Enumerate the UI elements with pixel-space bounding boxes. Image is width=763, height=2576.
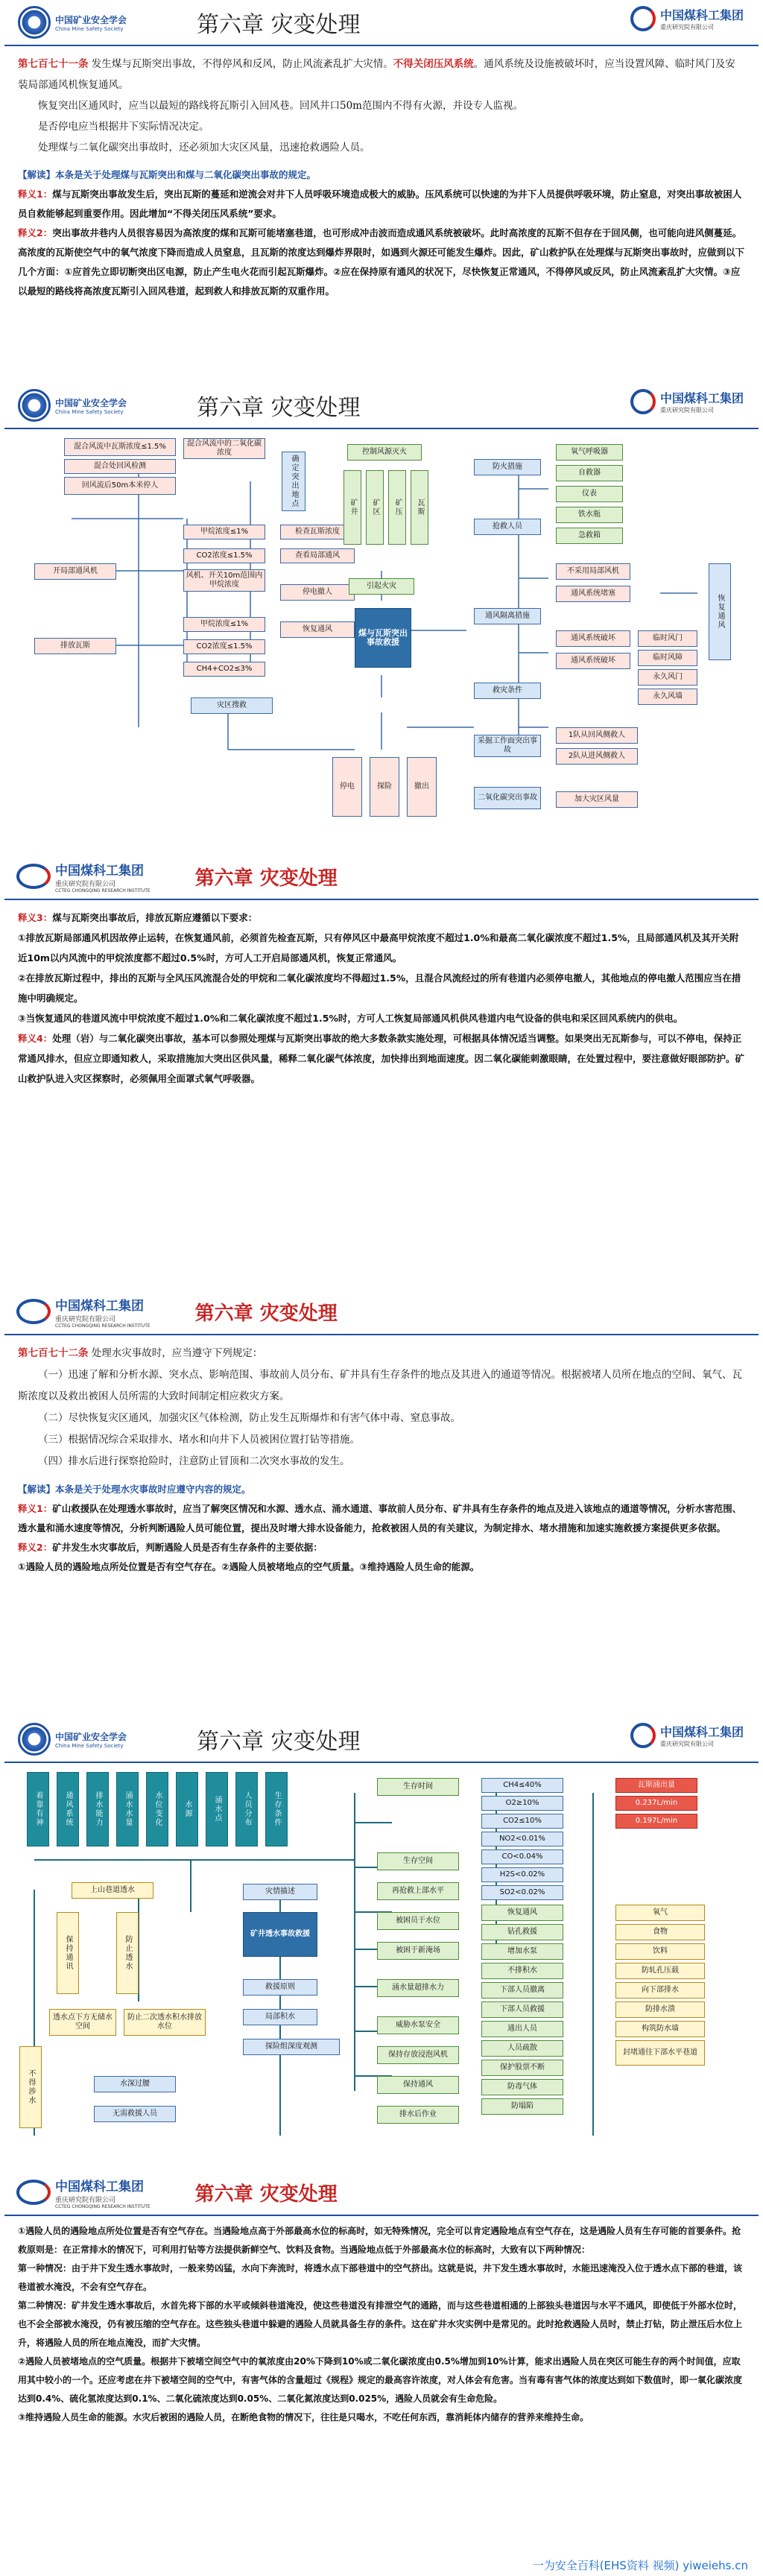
center-6: 无需救援人员 (94, 2106, 176, 2122)
cat-7: 人员分布 (235, 1772, 258, 1846)
interp-text-2: 矿井发生水灾事故后，判断遇险人员是否有生存条件的主要依据： (52, 1542, 323, 1553)
left-0: 上山巷道透水 (72, 1882, 153, 1899)
eq-3: 仪表 (556, 486, 623, 502)
team-1: 1队从回风侧救人 (556, 727, 638, 744)
water-rescue-diagram (4, 1763, 759, 2158)
box-tree: 查看局部通风 (280, 548, 355, 563)
box-ch4-1: 甲烷浓度≤1% (183, 525, 265, 539)
article-text-2: 。通风系统及设施被破坏时，应当设置风障、临时风门及安装局部通风机恢复通风。 (18, 58, 735, 91)
mid-6: 威胁水泵安全 (377, 2016, 459, 2034)
slide-4-body (4, 1335, 759, 1480)
org-right-name: 中国煤科工集团 (659, 1725, 744, 1739)
act-4: 下部人员撤离 (481, 1982, 563, 1999)
interpretation-title: 【解读】本条是关于处理煤与瓦斯突出和煤与二氧化碳突出事故的规定。 (18, 169, 317, 180)
org-logo-left (18, 389, 167, 422)
box-f3: 采掘工作面突出事故 (474, 735, 541, 757)
box-ch4-2: 甲烷浓度≤1% (183, 617, 265, 632)
box-p1: 停电 (332, 757, 362, 817)
right-0: 氧气 (615, 1905, 705, 1921)
survival-condition-2: ②遇险人员被堵地点的空气质量。根据井下被堵空间空气中的氧浓度由20%下降到10%或二氧化碳浓度由0.5%增加到10%计算，能求出遇险人员在突区可能生存的两个时间值，应取用其中较小的一个。还应考虑在井下被堵空间的空气中，有害气体的含量超过《规程》规定的最高容许浓度，对人体会有危害。当有毒有害气体的浓度达到如下数值时，即一氧化碳浓度达到0.4%、硫化氢浓度达到0.1%、二氧化硫浓度达到0.05%、二氧化氮浓度达到0.025%，遇险人员就会有生命危险。 (18, 2356, 743, 2404)
article-highlight: 不得关闭压风系统 (393, 58, 474, 70)
org-name-en: China Mine Safety Society (55, 408, 124, 415)
cat-3: 涌水水量 (116, 1772, 139, 1846)
chapter-title: 第六章 灾变处理 (194, 2183, 338, 2206)
center-3: 局部积水 (243, 2009, 317, 2025)
slide-header (4, 1717, 759, 1763)
article-item-3: （三）根据情况综合采取排水、堵水和向井下人员被困位置打钻等措施。 (38, 1434, 360, 1446)
case-1: 不采用局部风机 (556, 563, 630, 580)
center-4: 探险组深度观测 (243, 2039, 340, 2055)
eq-2: 自救器 (556, 465, 623, 481)
mid-8: 保持通风 (377, 2076, 459, 2094)
chapter-title: 第六章 灾变处理 (194, 867, 338, 890)
box-rescue: 抢救人员 (474, 519, 541, 535)
act-2: 增加水泵 (481, 1943, 563, 1960)
org-logo-right (16, 860, 151, 893)
society-emblem-icon (18, 6, 51, 39)
box-stop-power: 停电撤人 (280, 584, 355, 601)
chapter-title: 第六章 灾变处理 (194, 1302, 338, 1325)
box-f2: 二氧化碳突出事故 (474, 787, 541, 809)
chapter-title: 第六章 灾变处理 (197, 395, 361, 421)
box-v1: 矿井 (343, 470, 361, 545)
org-name-cn: 中国矿业安全学会 (55, 1731, 127, 1742)
right-7: 封堵通往下部水平巷道 (615, 2040, 705, 2066)
center-node: 矿井透水事故救援 (243, 1912, 317, 1957)
box-co2-2: CO2浓度≤1.5% (183, 639, 265, 654)
side-no-wade: 不得涉水 (19, 2046, 42, 2128)
center-5: 水深过腰 (94, 2076, 176, 2092)
interp-text-2b: ①遇险人员的遇险地点所处位置是否有空气存在。②遇险人员被堵地点的空气质量。③维持遇险人员生命的能源。 (18, 1561, 480, 1572)
center-node: 煤与瓦斯突出事故救援 (355, 608, 411, 668)
article-para-3: 是否停电应当根据井下实际情况决定。 (38, 121, 209, 133)
slide-1-interp (4, 165, 759, 308)
act-0: 恢复通风 (481, 1905, 563, 1921)
article-item-2: （二）尽快恢复灾区通风，加强灾区气体检测，防止发生瓦斯爆炸和有害气体中毒、窒息事故。 (38, 1412, 460, 1424)
chapter-title: 第六章 灾变处理 (197, 12, 361, 38)
mid-4: 被困于新淹场 (377, 1942, 459, 1960)
interp-text-1: 煤与瓦斯突出事故发生后，突出瓦斯的蔓延和逆流会对井下人员呼吸环境造成极大的威胁。压风系统可以快速的为井下人员提供呼吸环境，防止窒息，对突出事故被困人员自救能够起到重要作用。因此增加“不得关闭压风系统”要求。 (18, 189, 742, 219)
article-text: 发生煤与瓦斯突出事故，不得停风和反风，防止风流紊乱扩大灾情。 (88, 58, 393, 70)
slide-5 (4, 1717, 759, 2162)
article-item-1: （一）迅速了解和分析水源、突水点、影响范围、事故前人员分布、矿井具有生存条件的地点及其进入的通道等情况。根据被堵人员所在地点的空间、氧气、瓦斯浓度以及救出被困人员所需的大致时间制定相应救灾方案。 (18, 1369, 742, 1402)
org-logo-right (630, 6, 744, 31)
box-fire: 防火措施 (474, 459, 541, 475)
box-v3: 矿压 (388, 470, 406, 545)
org-logo-right (630, 1723, 744, 1748)
box-ch4co2: CH4+CO2≤3% (183, 662, 265, 677)
door-1: 临时风门 (638, 630, 697, 647)
box-zone: 灾区搜救 (191, 697, 273, 714)
survival-condition-3: ③维持遇险人员生命的能源。水灾后被困的遇险人员，在断绝食物的情况下，往往是只喝水，不吃任何东西，靠消耗体内储存的营养来维持生命。 (18, 2412, 589, 2422)
box-top-left-1: 混合风流中瓦斯浓度≤1.5% (64, 438, 176, 456)
right-5: 防排水溃 (615, 2001, 705, 2018)
outburst-rescue-diagram (4, 429, 759, 846)
slide-1 (4, 0, 759, 377)
article-item-4: （四）排水后进行探察抢险时，注意防止冒顶和二次突水事故的发生。 (38, 1455, 350, 1467)
org-logo-right (16, 2176, 151, 2209)
org-right-sub: 重庆研究院有限公司 (659, 1741, 714, 1747)
org-right-en: CCTEG CHONGQING RESEARCH INSTITUTE (55, 2203, 151, 2209)
right-3: 防轧孔压载 (615, 1963, 705, 1979)
slide-header (4, 0, 759, 46)
slide-1-body (4, 46, 759, 165)
org-name-en: China Mine Safety Society (55, 25, 124, 32)
box-ctrl-fire: 控制风源灭火 (347, 444, 422, 461)
cat-5: 水源 (176, 1772, 198, 1846)
center-0: 灾情描述 (243, 1884, 317, 1900)
box-co2-1: CO2浓度≤1.5% (183, 548, 265, 563)
interp-label-1: 释义1： (18, 1503, 53, 1514)
org-right-sub: 重庆研究院有限公司 (659, 407, 714, 414)
speed-2: 0.197L/min (615, 1814, 697, 1829)
speed-0: 瓦斯涌出量 (615, 1778, 697, 1793)
mid-1: 生存空间 (377, 1852, 459, 1870)
rule-1: ①排放瓦斯局部通风机因故停止运转，在恢复通风前，必须首先检查瓦斯，只有停风区中最高甲烷浓度不超过1.0%和最高二氧化碳浓度不超过1.5%，且局部通风机及其开关附近10m以内风流中的甲烷浓度都不超过0.5%时，方可人工开启局部通风机，恢复正常通风。 (18, 932, 739, 963)
interp-label-2: 释义2： (18, 227, 53, 238)
act-6: 通出人员 (481, 2021, 563, 2037)
box-p2: 探险 (370, 757, 399, 817)
cat-2: 排水能力 (86, 1772, 109, 1846)
survival-condition-1: ①遇险人员的遇险地点所处位置是否有空气存在。当遇险地点高于外部最高水位的标高时，如无特殊情况，完全可以肯定遇险地点有空气存在，这是遇险人员有生存可能的首要条件。抢救原则是：在正常排水的情况下，可利用打钻等方法提供新鲜空气、饮料及食物。当遇险地点低于外部最高水位的标高时，大致有以下两种情况： (18, 2226, 741, 2255)
gas-6: SO2<0.02% (481, 1885, 563, 1900)
box-wind: 引起火灾 (349, 578, 414, 595)
cctec-logo-icon (630, 6, 656, 31)
left-1: 保持通讯 (57, 1912, 79, 1994)
box-top-left-4: 混合风流中的二氧化碳浓度 (183, 438, 265, 459)
case-2-label: 第二种情况： (18, 2300, 72, 2311)
mid-3: 被困员于水位 (377, 1912, 459, 1930)
box-pai: 排放瓦斯 (34, 638, 116, 654)
box-p3: 撤出 (407, 757, 437, 817)
slide-4-interp (4, 1480, 759, 1584)
right-2: 饮料 (615, 1943, 705, 1960)
org-right-en: CCTEG CHONGQING RESEARCH INSTITUTE (55, 1323, 151, 1329)
left-2: 防止透水 (116, 1912, 139, 1994)
cctec-logo-icon (16, 1299, 51, 1324)
gas-5: H2S<0.02% (481, 1867, 563, 1882)
box-recover: 恢复通风 (280, 621, 355, 638)
slide-header (4, 2170, 759, 2216)
box-restore: 恢复通风 (709, 563, 731, 660)
interp-text-2: 突出事故井巷内人员很容易因为高浓度的煤和瓦斯可能堵塞巷道，也可形成冲击波而造成通风系统被破坏。此时高浓度的瓦斯不但存在于回风侧，也可能向进风侧蔓延。高浓度的瓦斯使空气中的氧气浓度下降而造成人员窒息，且瓦斯的浓度达到爆炸界限时，如遇到火源还可能发生爆炸。因此，矿山救护队在处理煤与瓦斯突出事故时，应做到以下几个方面：①应首先立即切断突出区电源，防止产生电火花而引起瓦斯爆炸。②应在保持原有通风的状况下，尽快恢复正常通风，不得停风或反风，防止风流紊乱扩大灾情。③应以最短的路线将高浓度瓦斯引入回风巷道，起到救人和排放瓦斯的双重作用。 (18, 227, 745, 297)
center-2: 救援原则 (243, 1979, 317, 1996)
article-text: 处理水灾事故时，应当遵守下列规定： (88, 1347, 263, 1359)
act-9: 防毒气体 (481, 2079, 563, 2095)
mid-5: 涌水量超排水力 (377, 1979, 459, 1997)
org-right-sub: 重庆研究院有限公司 (55, 2196, 116, 2204)
eq-1: 氧气呼吸器 (556, 444, 623, 461)
article-para-4: 处理煤与二氧化碳突出事故时，还必须加大灾区风量，迅速抢救遇险人员。 (38, 142, 370, 154)
org-logo-right (16, 1295, 151, 1329)
box-kai: 开局部通风机 (34, 563, 116, 580)
case-2-text: 矿井发生透水事故后，水首先将下部的水平或倾斜巷道淹没，使这些巷道没有排泄空气的通路，而与这些巷道相通的上部独头巷道因与水平不通风，即使低于外部水位时，也不会全部被水淹没，仍有被压缩的空气存在。这些独头巷道中躲避的遇险人员就具备生存的条件。这在矿井水灾实例中是常见的。此时抢救遇险人员时，禁止打钻，防止泄压后水位上升，将遇险人员的所在地点淹没，而扩大灾情。 (18, 2300, 743, 2348)
cat-8: 生存条件 (265, 1772, 288, 1846)
slide-header (4, 1289, 759, 1335)
act-7: 人员疏散 (481, 2040, 563, 2057)
cat-0: 着靠有神 (27, 1772, 49, 1846)
slide-header (4, 854, 759, 900)
article-para-2: 恢复突出区通风时，应当以最短的路线将瓦斯引入回风巷。回风井口50m范围内不得有火源，并设专人监视。 (38, 100, 523, 112)
act-1: 钻孔救援 (481, 1924, 563, 1940)
watermark-text: 一为安全百科(EHS资料 视频) yiweiehs.cn (532, 2559, 748, 2572)
act-10: 防塌陷 (481, 2098, 563, 2115)
door-4: 永久风墙 (638, 689, 697, 705)
case-1-text: 由于井下发生透水事故时，一般来势凶猛，水向下奔流时，将透水点下部巷道中的空气挤出。这就是说，井下发生透水事故时，水能迅速淹没入位于透水点下部的巷道，该巷道被水淹没，不会有空气存在。 (18, 2263, 743, 2292)
org-name-en: China Mine Safety Society (55, 1742, 124, 1749)
mid-0: 生存时间 (377, 1778, 459, 1796)
door-2: 临时风障 (638, 650, 697, 666)
org-right-name: 中国煤科工集团 (659, 391, 744, 405)
case-3: 通风系统破坏 (556, 630, 630, 647)
slide-6-body (4, 2216, 759, 2434)
org-right-name: 中国煤科工集团 (659, 8, 744, 22)
rule-2: ②在排放瓦斯过程中，排出的瓦斯与全风压风流混合处的甲烷和二氧化碳浓度均不得超过1.5%，且混合风流经过的所有巷道内必须停电撤人，其他地点的停电撤人范围应当在措施中明确规定。 (18, 972, 741, 1004)
interp-text-1: 矿山救援队在处理透水事故时，应当了解突区情况和水源、透水点、涌水通道、事故前人员分布、矿井具有生存条件的地点及进入该地点的通道等情况，分析水害范围、透水量和涌水速度等情况，分析判断遇险人员可能位置，提出及时增大排水设备能力，抢救被困人员的有关建议，为制定排水、堵水措施和加速实施救援方案提供更多依据。 (18, 1503, 742, 1534)
box-left-x: 确定突出地点 (282, 452, 305, 511)
slide-3 (4, 854, 759, 1270)
article-number: 第七百七十二条 (18, 1347, 89, 1359)
article-771 (18, 54, 745, 95)
act-3: 不排积水 (481, 1963, 563, 1979)
org-right-en: CCTEG CHONGQING RESEARCH INSTITUTE (55, 887, 151, 893)
org-right-name: 中国煤科工集团 (55, 863, 144, 879)
org-name-cn: 中国矿业安全学会 (55, 397, 127, 408)
box-top-left-3: 回风流后50m本米停人 (64, 477, 176, 495)
act-5: 下部人员救援 (481, 2001, 563, 2018)
society-emblem-icon (18, 389, 51, 422)
box-drill: 救灾条件 (474, 683, 541, 699)
cat-4: 水位变化 (146, 1772, 168, 1846)
slide-6 (4, 2170, 759, 2576)
left-4: 防止二次透水积水排放水位 (124, 2009, 206, 2036)
right-6: 构筑防水墙 (615, 2021, 705, 2037)
case-2: 通风系统堵塞 (556, 586, 630, 602)
org-right-name: 中国煤科工集团 (55, 1298, 144, 1314)
org-name-cn: 中国矿业安全学会 (55, 14, 127, 25)
cat-6: 涌水点 (206, 1772, 228, 1846)
interp-label-2: 释义2： (18, 1542, 53, 1553)
box-chk: 检查瓦斯浓度 (280, 525, 355, 539)
mid-7: 保持存放浸泡风机 (377, 2046, 459, 2064)
interpretation-title: 【解读】本条是关于处理水灾事故时应遵守内容的规定。 (18, 1484, 251, 1495)
left-3: 透水点下方无储水空间 (49, 2009, 116, 2036)
cctec-logo-icon (630, 1723, 656, 1748)
interp-label-4: 释义4： (18, 1033, 53, 1044)
door-3: 永久风门 (638, 669, 697, 686)
box-f1: 加大灾区风量 (556, 791, 638, 808)
gas-4: CO<0.04% (481, 1849, 563, 1864)
right-1: 食物 (615, 1924, 705, 1940)
case-4: 通风系统破坏 (556, 653, 630, 669)
slide-3-body (4, 900, 759, 1096)
eq-5: 急救箱 (556, 528, 623, 544)
org-logo-left (18, 1723, 167, 1756)
org-right-sub: 重庆研究院有限公司 (55, 1315, 116, 1323)
org-right-sub: 重庆研究院有限公司 (659, 24, 714, 31)
gas-3: NO2<0.01% (481, 1832, 563, 1846)
mid-2: 再抢救上部水平 (377, 1882, 459, 1900)
org-logo-right (630, 389, 744, 414)
org-right-name: 中国煤科工集团 (55, 2179, 144, 2194)
chapter-title: 第六章 灾变处理 (197, 1729, 361, 1755)
mid-9: 排水后作业 (377, 2106, 459, 2124)
interp-label-3: 释义3： (18, 912, 53, 923)
interp-text-4: 处理（岩）与二氧化碳突出事故，基本可以参照处理煤与瓦斯突出事故的绝大多数条款实施处理，可根据具体情况适当调整。如果突出无瓦斯参与，可以不停电，保持正常通风排水，但应立即通知救人，采取措施加大突出区供风量，稀释二氧化碳气体浓度，加快排出到地面速度。因二氧化碳能刺激眼睛，在处置过程中，要注意做好眼部防护。矿山救护队进入灾区探察时，必须佩用全面罩式氧气呼吸器。 (18, 1033, 745, 1084)
gas-0: CH4≤40% (481, 1778, 563, 1793)
slide-2 (4, 383, 759, 846)
cat-1: 通风系统 (57, 1772, 79, 1846)
gas-2: CO2≤10% (481, 1814, 563, 1829)
article-number: 第七百七十一条 (18, 58, 89, 70)
act-8: 保护股票不断 (481, 2060, 563, 2076)
cctec-logo-icon (16, 864, 51, 889)
case-1-label: 第一种情况： (18, 2263, 72, 2273)
rule-3: ③当恢复通风的巷道风流中甲烷浓度不超过1.0%和二氧化碳浓度不超过1.5%时，方可人工恢复局部通风机供风巷道内电气设备的供电和采区回风系统内的供电。 (18, 1013, 683, 1024)
box-v4: 瓦斯 (411, 470, 428, 545)
society-emblem-icon (18, 1723, 51, 1756)
box-fans: 风机、开关10m范围内甲烷浓度 (183, 569, 265, 592)
box-top-left-2: 混合处回风检测 (64, 459, 176, 474)
right-4: 向下部排水 (615, 1982, 705, 1999)
gas-1: O2≥10% (481, 1796, 563, 1811)
box-v2: 矿区 (366, 470, 384, 545)
interp-label-1: 释义1： (18, 189, 53, 200)
interp-text-3: 煤与瓦斯突出事故后，排放瓦斯应遵循以下要求： (52, 912, 258, 923)
slide-4 (4, 1289, 759, 1710)
box-pp: 通风隔离措施 (474, 608, 541, 624)
speed-1: 0.237L/min (615, 1796, 697, 1811)
team-2: 2队从进风侧救人 (556, 748, 638, 765)
slide-header (4, 383, 759, 429)
org-logo-left (18, 6, 167, 39)
cctec-logo-icon (630, 389, 656, 414)
eq-4: 铁水瓶 (556, 507, 623, 523)
cctec-logo-icon (16, 2180, 51, 2205)
org-right-sub: 重庆研究院有限公司 (55, 880, 116, 888)
